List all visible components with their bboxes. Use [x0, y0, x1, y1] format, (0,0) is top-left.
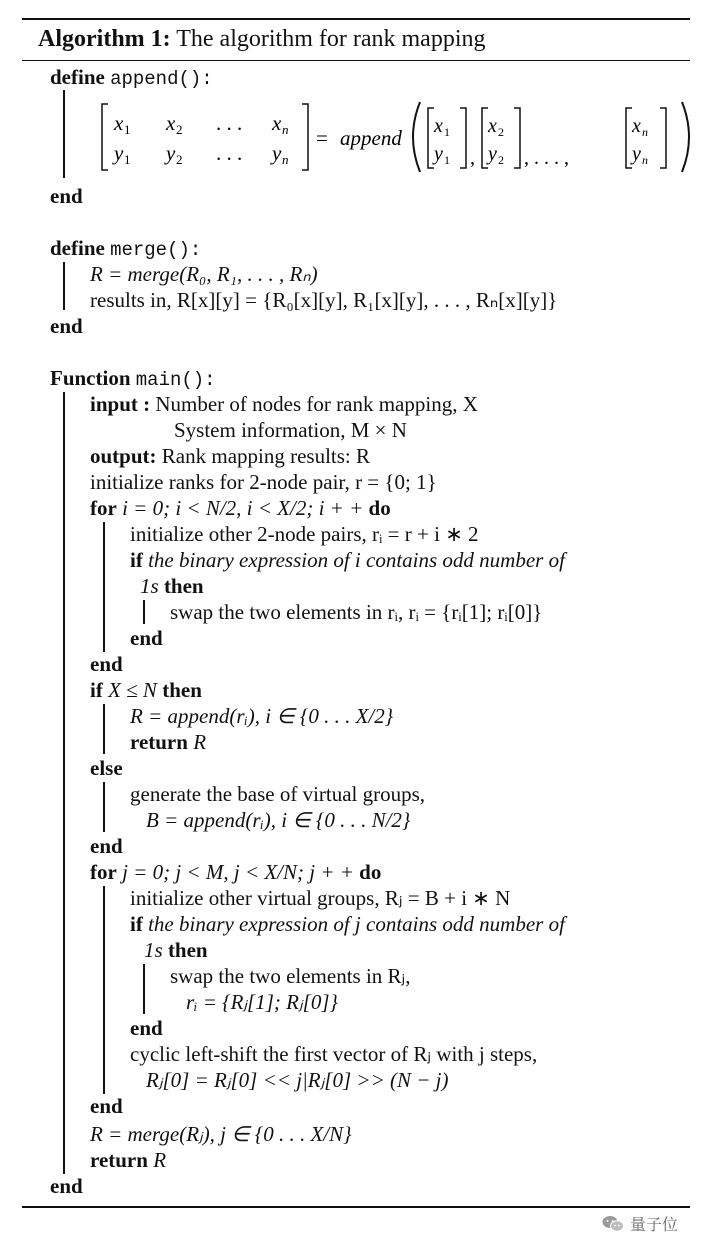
- top-rule: [22, 18, 690, 20]
- text: j = 0; j < M, j < X/N; j + +: [122, 860, 360, 884]
- wechat-icon: [602, 1215, 624, 1233]
- line-then-i: [140, 573, 204, 599]
- bottom-rule: [22, 1206, 690, 1208]
- svg-text:y: y: [434, 143, 443, 165]
- line-r-append: R = append(rᵢ), i ∈ {0 . . . X/2}: [130, 704, 394, 728]
- svg-text:2: 2: [176, 122, 183, 137]
- line-shift-formula: Rⱼ[0] = Rⱼ[0] << j|Rⱼ[0] >> (N − j): [146, 1068, 449, 1092]
- svg-text:x: x: [114, 111, 124, 135]
- svg-text:n: n: [282, 122, 289, 137]
- text: the binary expression of j contains odd number of: [148, 912, 565, 936]
- text: 1s: [144, 938, 168, 962]
- line-for-i: [90, 495, 391, 521]
- line-if-x-le-n: [90, 677, 202, 703]
- svg-text:n: n: [282, 152, 289, 167]
- line-for-j: [90, 859, 381, 885]
- line-merge-def: R = merge(R₀, R₁, . . . , Rₙ): [90, 262, 318, 286]
- line-end: end: [50, 314, 83, 338]
- svg-text:y: y: [488, 143, 497, 165]
- svg-text:,: ,: [470, 147, 475, 169]
- svg-text:. . .: . . .: [216, 141, 243, 165]
- keyword: for: [90, 496, 117, 520]
- line-define-append: [50, 64, 213, 92]
- text: R: [153, 1148, 167, 1172]
- svg-text:x: x: [632, 115, 641, 137]
- keyword: if: [130, 912, 143, 936]
- line-r-merge: R = merge(Rⱼ), j ∈ {0 . . . X/N}: [90, 1122, 352, 1146]
- line-return-r: [130, 729, 206, 755]
- block-bar: [63, 392, 65, 1174]
- keyword: define: [50, 65, 105, 89]
- line-generate-base: generate the base of virtual groups,: [130, 782, 426, 806]
- block-bar: [143, 964, 145, 1014]
- text: the binary expression of i contains odd number of: [148, 548, 565, 572]
- keyword: input :: [90, 392, 151, 416]
- svg-text:2: 2: [498, 153, 504, 167]
- line-end: end: [50, 1174, 83, 1198]
- block-bar: [63, 90, 65, 178]
- text: Rank mapping results: R: [161, 444, 371, 468]
- line-input-2: System information, M × N: [174, 418, 407, 442]
- line-init-groups: initialize other virtual groups, Rⱼ = B + i ∗ N: [130, 886, 511, 910]
- header-rule: [22, 60, 690, 61]
- line-if-binary-i: [130, 547, 565, 573]
- line-swap-i: swap the two elements in rᵢ, rᵢ = {rᵢ[1]; rᵢ[0]}: [170, 600, 543, 624]
- code-name: merge():: [110, 239, 202, 261]
- code-name: append():: [110, 68, 213, 90]
- keyword: define: [50, 236, 105, 260]
- keyword: Function: [50, 366, 131, 390]
- keyword: output:: [90, 444, 157, 468]
- code-name: main():: [135, 369, 216, 391]
- svg-text:append: append: [340, 126, 402, 150]
- line-end: end: [130, 626, 163, 650]
- keyword: do: [368, 496, 391, 520]
- keyword: then: [163, 574, 204, 598]
- svg-text:2: 2: [498, 125, 504, 139]
- svg-text:x: x: [272, 111, 282, 135]
- line-b-append: B = append(rᵢ), i ∈ {0 . . . N/2}: [146, 808, 411, 832]
- svg-text:1: 1: [444, 153, 450, 167]
- svg-text:y: y: [632, 143, 641, 165]
- keyword: return: [90, 1148, 148, 1172]
- keyword: for: [90, 860, 117, 884]
- block-bar: [103, 522, 105, 652]
- algorithm-title: The algorithm for rank mapping: [176, 26, 486, 52]
- line-end: end: [90, 834, 123, 858]
- svg-text:, . . . ,: , . . . ,: [524, 147, 569, 169]
- text: i = 0; i < N/2, i < X/2; i + +: [122, 496, 369, 520]
- line-then-j: [144, 937, 208, 963]
- svg-text:=: =: [316, 126, 328, 150]
- keyword: return: [130, 730, 188, 754]
- line-end: end: [90, 1094, 123, 1118]
- watermark: [602, 1212, 678, 1235]
- svg-text:y: y: [114, 141, 124, 165]
- line-if-binary-j: [130, 911, 565, 937]
- svg-text:y: y: [166, 141, 176, 165]
- line-init-ranks: initialize ranks for 2-node pair, r = {0; 1}: [90, 470, 437, 494]
- keyword: do: [359, 860, 382, 884]
- line-merge-result: results in, R[x][y] = {R₀[x][y], R₁[x][y], . . . , Rₙ[x][y]}: [90, 288, 558, 312]
- block-bar: [103, 704, 105, 754]
- svg-text:x: x: [434, 115, 443, 137]
- line-else: else: [90, 756, 123, 780]
- brand-name: 量子位: [629, 1215, 678, 1234]
- line-output: [90, 443, 370, 469]
- block-bar: [63, 262, 65, 310]
- text: X ≤ N: [108, 678, 163, 702]
- svg-text:1: 1: [444, 125, 450, 139]
- line-function-main: [50, 365, 216, 393]
- svg-text:x: x: [488, 115, 497, 137]
- svg-text:n: n: [642, 153, 648, 167]
- svg-text:x: x: [166, 111, 176, 135]
- line-swap-j: swap the two elements in Rⱼ,: [170, 964, 411, 988]
- text: Number of nodes for rank mapping, X: [155, 392, 478, 416]
- algorithm-header: [38, 26, 485, 53]
- block-bar: [143, 600, 145, 624]
- svg-text:. . .: . . .: [216, 111, 243, 135]
- algorithm-label: Algorithm 1:: [38, 26, 171, 52]
- append-matrix-equation: [100, 100, 700, 176]
- line-end: end: [90, 652, 123, 676]
- line-end: end: [130, 1016, 163, 1040]
- keyword: then: [167, 938, 208, 962]
- line-end: end: [50, 184, 83, 208]
- svg-text:2: 2: [176, 152, 183, 167]
- keyword: if: [130, 548, 143, 572]
- svg-text:1: 1: [124, 122, 131, 137]
- line-return-r-final: [90, 1147, 166, 1173]
- line-init-pairs: initialize other 2-node pairs, rᵢ = r + i ∗ 2: [130, 522, 479, 546]
- line-define-merge: [50, 235, 201, 263]
- svg-text:y: y: [272, 141, 282, 165]
- block-bar: [103, 886, 105, 1094]
- text: 1s: [140, 574, 164, 598]
- keyword: if: [90, 678, 103, 702]
- svg-text:n: n: [642, 125, 648, 139]
- line-input: [90, 391, 478, 417]
- svg-text:1: 1: [124, 152, 131, 167]
- text: R: [193, 730, 207, 754]
- line-swap-j-2: rᵢ = {Rⱼ[1]; Rⱼ[0]}: [186, 990, 338, 1014]
- block-bar: [103, 782, 105, 832]
- line-cyclic-shift: cyclic left-shift the first vector of Rⱼ with j steps,: [130, 1042, 538, 1066]
- keyword: then: [162, 678, 202, 702]
